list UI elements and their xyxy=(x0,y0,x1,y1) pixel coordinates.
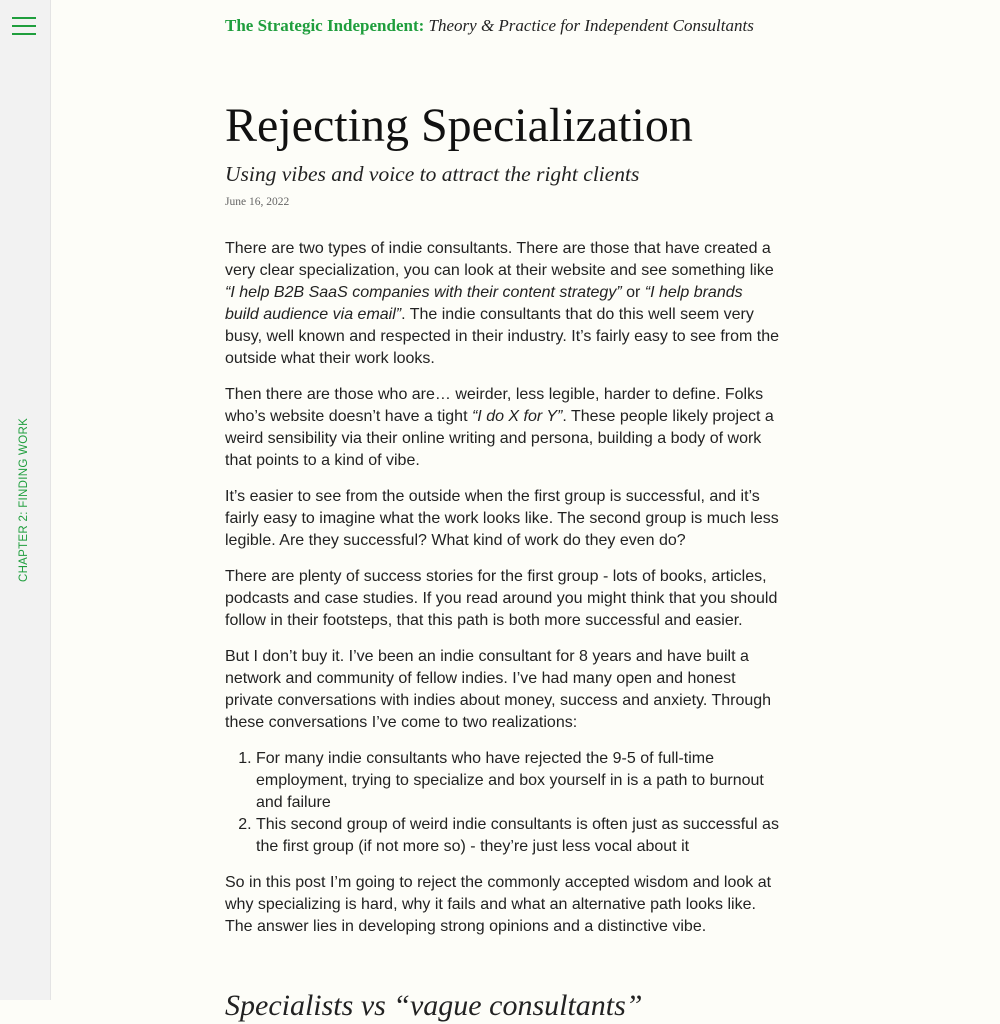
article-date: June 16, 2022 xyxy=(225,196,290,208)
realizations-list xyxy=(225,748,780,858)
menu-bar xyxy=(12,33,36,35)
quote-text: “I do X for Y” xyxy=(471,408,563,425)
paragraph xyxy=(225,384,780,472)
sidebar xyxy=(0,0,51,1000)
article-title: Rejecting Specialization xyxy=(225,99,693,152)
article-body xyxy=(225,238,780,952)
quote-text: “I help brands build audience via email” xyxy=(225,284,743,323)
paragraph: So in this post I’m going to reject the commonly accepted wisdom and look at why specializing is hard, why it fails and what an alternative path looks like. The answer lies in developing strong opinions and a distinctive vibe. xyxy=(225,874,772,935)
paragraph-text: or xyxy=(621,284,645,301)
hamburger-menu-icon[interactable] xyxy=(12,17,36,37)
menu-bar xyxy=(12,25,36,27)
paragraph-text: . These people likely project a weird sensibility via their online writing and persona, building a body of work that points to a kind of vibe. xyxy=(225,408,774,469)
paragraph-text: . The indie consultants that do this well seem very busy, well known and respected in their industry. It’s fairly easy to see from the outside what their work looks. xyxy=(225,306,780,367)
paragraph xyxy=(225,238,780,370)
site-header xyxy=(225,16,785,36)
paragraph-text: There are two types of indie consultants. There are those that have created a very clear specialization, you can look at their website and see something like xyxy=(225,240,774,279)
quote-text: “I help B2B SaaS companies with their content strategy” xyxy=(225,284,622,301)
chapter-link[interactable]: CHAPTER 2: FINDING WORK xyxy=(18,417,30,583)
site-name-link[interactable]: The Strategic Independent: xyxy=(225,16,425,35)
list-item: 2. This second group of weird indie consultants is often just as successful as the first group (if not more so) - they’re just less vocal about it xyxy=(256,814,780,858)
list-item: 1. For many indie consultants who have rejected the 9-5 of full-time employment, trying to specialize and box yourself in is a path to burnout and failure xyxy=(256,748,780,814)
article-subtitle: Using vibes and voice to attract the right clients xyxy=(225,162,640,186)
paragraph-text: Then there are those who are… weirder, less legible, harder to define. Folks who’s website doesn’t have a tight xyxy=(225,386,764,425)
paragraph: But I don’t buy it. I’ve been an indie consultant for 8 years and have built a network and community of fellow indies. I’ve had many open and honest private conversations with indies about money, success and anxiety. Through these conversations I’ve come to two realizations: xyxy=(225,648,772,731)
section-heading: Specialists vs “vague consultants” xyxy=(225,989,643,1022)
site-tagline: Theory & Practice for Independent Consultants xyxy=(428,16,754,35)
paragraph: It’s easier to see from the outside when the first group is successful, and it’s fairly easy to imagine what the work looks like. The second group is much less legible. Are they successful? What kind of work do they even do? xyxy=(225,488,779,549)
menu-bar xyxy=(12,17,36,19)
paragraph: There are plenty of success stories for the first group - lots of books, articles, podcasts and case studies. If you read around you might think that you should follow in their footsteps, that this path is both more successful and easier. xyxy=(225,568,778,629)
